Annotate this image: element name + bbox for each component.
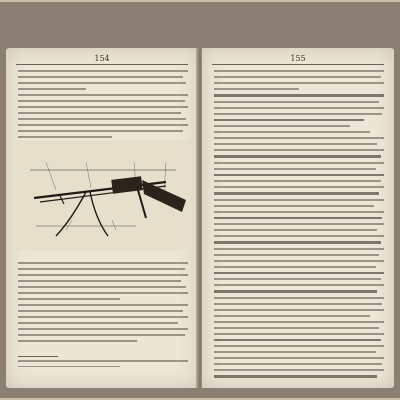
left-body-text [18, 262, 188, 346]
right-page [202, 48, 394, 388]
machine-gun-figure [16, 140, 190, 250]
left-header-rule [16, 64, 188, 65]
left-top-text [18, 70, 188, 142]
machine-gun-illustration [16, 140, 190, 250]
open-book [0, 2, 400, 398]
left-page-number: 154 [94, 54, 110, 63]
footnote-rule [18, 356, 58, 357]
footnote-text [18, 360, 188, 371]
right-page-number: 155 [290, 54, 306, 63]
right-header-rule [212, 64, 384, 65]
right-body-text [214, 70, 384, 382]
left-page [6, 48, 198, 388]
